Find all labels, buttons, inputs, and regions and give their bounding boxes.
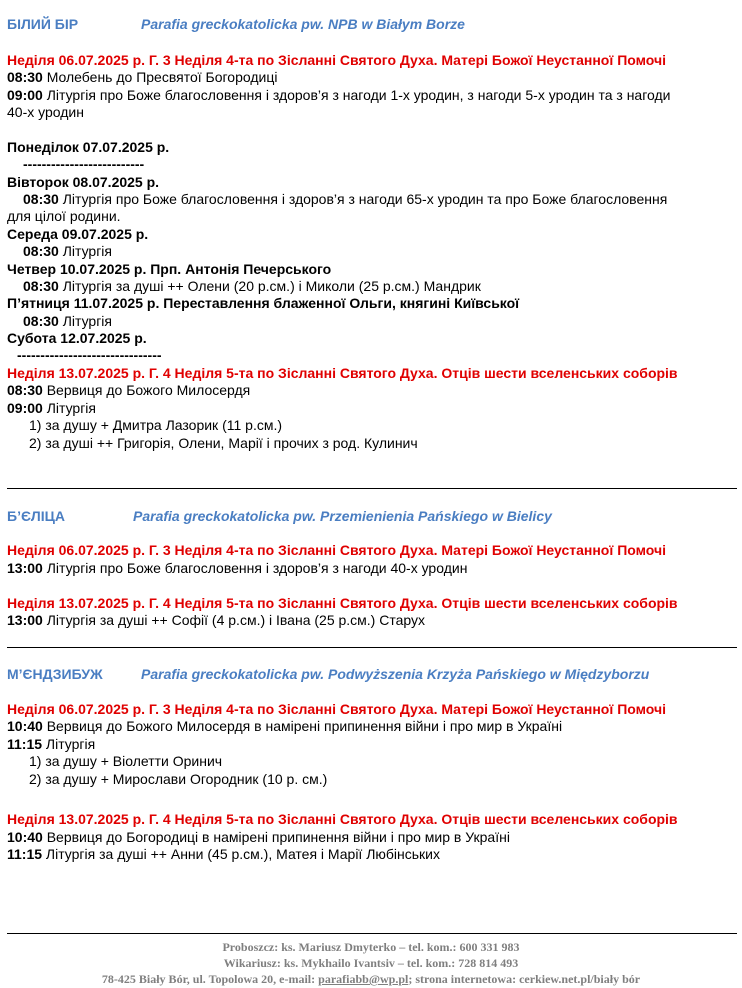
service-line: 08:30 Літургія про Боже благословення і здоров’я з нагоди 65-х уродин та про Боже благословення — [23, 191, 668, 207]
parish-name: Parafia greckokatolicka pw. Podwyższenia Krzyża Pańskiego w Międzyborzu — [141, 666, 650, 682]
day-heading: Четвер 10.07.2025 р. Прп. Антонія Печерського — [7, 261, 332, 277]
list-item: 2) за душу + Мирослави Огородник (10 р. см.) — [29, 771, 328, 787]
divider — [7, 647, 737, 648]
day-heading: П’ятниця 11.07.2025 р. Переставлення блаженної Ольги, княгині Київської — [7, 295, 520, 311]
service-line: 08:30 Молебень до Пресвятої Богородиці — [7, 69, 278, 85]
day-heading: Вівторок 08.07.2025 р. — [7, 174, 160, 190]
separator-dashes: ------------------------------- — [17, 347, 162, 363]
service-line: 08:30 Літургія за душі ++ Олени (20 р.см.) і Миколи (25 р.см.) Мандрик — [23, 278, 481, 294]
footer-vicar: Wikariusz: ks. Mykhailo Ivantsiv – tel. kom.: 728 814 493 — [223, 956, 519, 970]
footer-pastor: Proboszcz: ks. Mariusz Dmyterko – tel. kom.: 600 331 983 — [222, 940, 520, 954]
footer-contact: 78-425 Biały Bór, ul. Topolowa 20, e-mail: parafiabb@wp.pl; strona internetowa: cerkiew.net.pl/biały bór — [101, 972, 641, 986]
service-line: 13:00 Літургія за душі ++ Софії (4 р.см.) і Івана (25 р.см.) Старух — [7, 612, 426, 628]
list-item: 2) за душі ++ Григорія, Олени, Марії і прочих з род. Кулинич — [29, 435, 418, 451]
service-line: 11:15 Літургія за душі ++ Анни (45 р.см.), Матея і Марії Любінських — [7, 846, 441, 862]
service-line: 11:15 Літургія — [7, 736, 96, 752]
divider — [7, 488, 737, 489]
sunday-heading: Неділя 13.07.2025 р. Г. 4 Неділя 5-та по Зісланні Святого Духа. Отців шести вселенських соборів — [7, 595, 678, 611]
service-line: 08:30 Вервиця до Божого Милосердя — [7, 382, 251, 398]
separator-dashes: -------------------------- — [23, 156, 145, 172]
sunday-heading: Неділя 13.07.2025 р. Г. 4 Неділя 5-та по Зісланні Святого Духа. Отців шести вселенських соборів — [7, 365, 678, 381]
email-link[interactable]: parafiabb@wp.pl — [318, 972, 409, 986]
place-heading: Б’ЄЛІЦА — [7, 508, 65, 524]
day-heading: Середа 09.07.2025 р. — [7, 226, 149, 242]
sunday-heading: Неділя 06.07.2025 р. Г. 3 Неділя 4-та по Зісланні Святого Духа. Матері Божої Неустанної Помочі — [7, 542, 667, 558]
service-line-cont: для цілої родини. — [7, 208, 121, 224]
parish-name: Parafia greckokatolicka pw. Przemienienia Pańskiego w Bielicy — [133, 508, 552, 524]
service-line: 08:30 Літургія — [23, 313, 112, 329]
service-line: 09:00 Літургія — [7, 400, 96, 416]
sunday-heading: Неділя 06.07.2025 р. Г. 3 Неділя 4-та по Зісланні Святого Духа. Матері Божої Неустанної Помочі — [7, 52, 667, 68]
service-line: 13:00 Літургія про Боже благословення і здоров’я з нагоди 40-х уродин — [7, 560, 468, 576]
service-line: 09:00 Літургія про Боже благословення і здоров’я з нагоди 1-х уродин, з нагоди 5-х уродин та з нагоди — [7, 87, 671, 103]
service-line: 10:40 Вервиця до Божого Милосердя в намірені припинення війни і про мир в Україні — [7, 718, 563, 734]
place-heading: БІЛИЙ БІР — [7, 16, 79, 32]
list-item: 1) за душу + Дмитра Лазорик (11 р.см.) — [29, 417, 283, 433]
day-heading: Понеділок 07.07.2025 р. — [7, 139, 170, 155]
divider — [7, 933, 737, 934]
list-item: 1) за душу + Віолетти Оринич — [29, 753, 223, 769]
service-line-cont: 40-х уродин — [7, 104, 84, 120]
sunday-heading: Неділя 06.07.2025 р. Г. 3 Неділя 4-та по Зісланні Святого Духа. Матері Божої Неустанної Помочі — [7, 701, 667, 717]
parish-name: Parafia greckokatolicka pw. NPB w Białym Borze — [141, 16, 465, 32]
day-heading: Субота 12.07.2025 р. — [7, 330, 147, 346]
service-line: 08:30 Літургія — [23, 243, 112, 259]
service-line: 10:40 Вервиця до Богородиці в намірені припинення війни і про мир в Україні — [7, 829, 510, 845]
sunday-heading: Неділя 13.07.2025 р. Г. 4 Неділя 5-та по Зісланні Святого Духа. Отців шести вселенських соборів — [7, 811, 678, 827]
place-heading: М’ЄНДЗИБУЖ — [7, 666, 103, 682]
